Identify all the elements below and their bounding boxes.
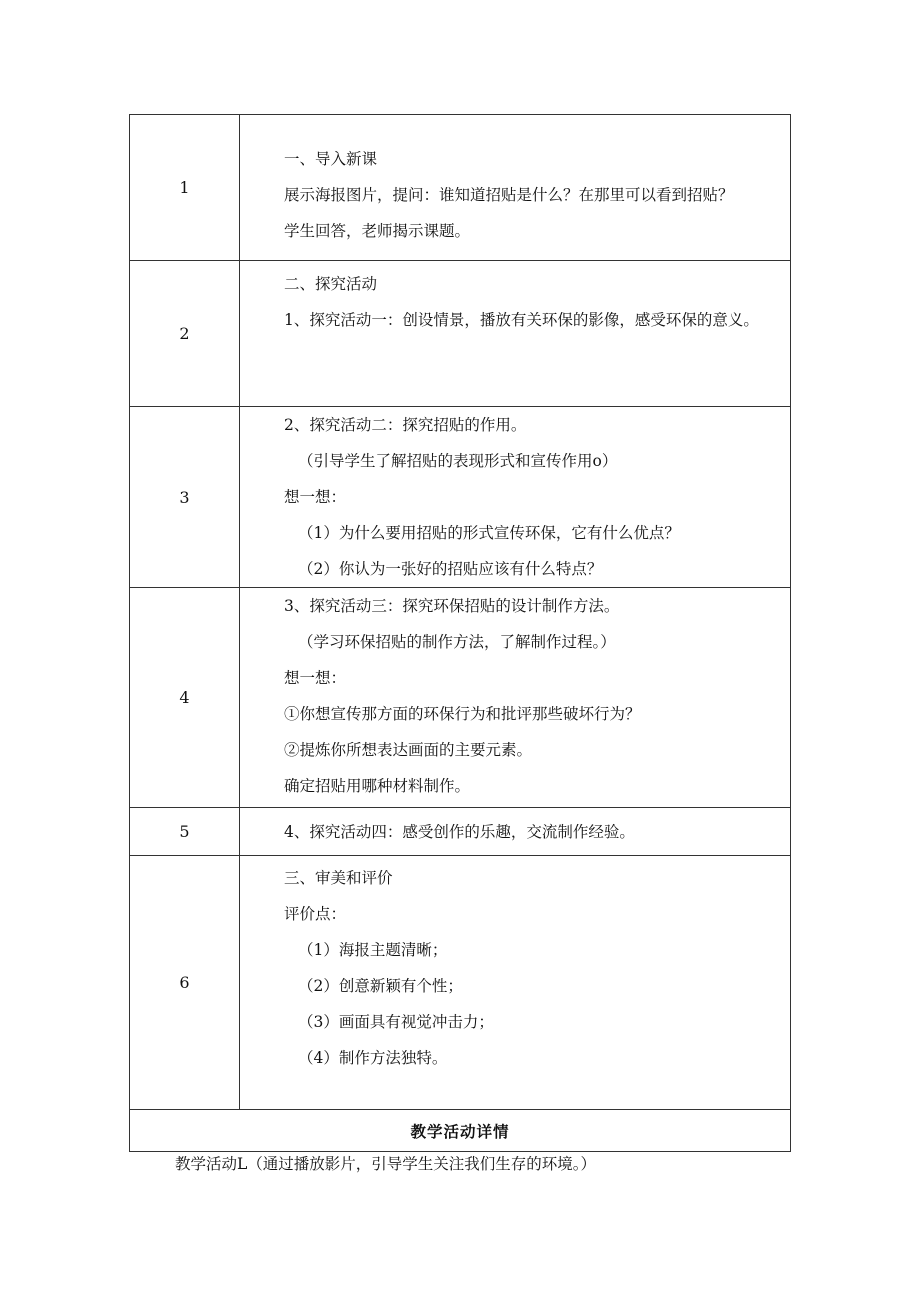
- text-line: （2）你认为一张好的招贴应该有什么特点？: [298, 560, 603, 578]
- after-table-text: 教学活动L（通过播放影片，引导学生关注我们生存的环境。）: [175, 1155, 597, 1173]
- row-content: [240, 115, 791, 261]
- row-content: [240, 856, 791, 1110]
- table-row: [130, 115, 791, 261]
- text-line: 1、探究活动一：创设情景，播放有关环保的影像，感受环保的意义。: [284, 311, 759, 329]
- table-row: [130, 588, 791, 808]
- text-line: （4）制作方法独特。: [298, 1049, 448, 1067]
- text-line: 2、探究活动二：探究招贴的作用。: [284, 416, 527, 434]
- row-number: 1: [130, 115, 240, 261]
- text-line: 确定招贴用哪种材料制作。: [284, 777, 471, 795]
- text-line: 想一想：: [284, 669, 347, 687]
- text-line: ①你想宣传那方面的环保行为和批评那些破坏行为？: [284, 705, 641, 723]
- row-number: 4: [130, 588, 240, 808]
- text-line: （1）海报主题清晰；: [298, 941, 448, 959]
- text-line: 学生回答，老师揭示课题。: [284, 222, 471, 240]
- row-content: [240, 588, 791, 808]
- text-line: ②提炼你所想表达画面的主要元素。: [284, 741, 533, 759]
- table-row: [130, 407, 791, 588]
- row-number: 3: [130, 407, 240, 588]
- section-heading: 二、探究活动: [284, 275, 378, 293]
- footer-title: 教学活动详情: [130, 1110, 791, 1152]
- row-content: [240, 407, 791, 588]
- row-number: 2: [130, 261, 240, 407]
- text-line: 3、探究活动三：探究环保招贴的设计制作方法。: [284, 597, 620, 615]
- text-line: （2）创意新颖有个性；: [298, 977, 463, 995]
- text-line: 想一想：: [284, 488, 347, 506]
- row-content: [240, 261, 791, 407]
- text-line: 4、探究活动四：感受创作的乐趣，交流制作经验。: [284, 822, 635, 841]
- table-row: [130, 856, 791, 1110]
- table-footer-row: [130, 1110, 791, 1152]
- text-line: （引导学生了解招贴的表现形式和宣传作用o）: [298, 452, 618, 470]
- text-line: （3）画面具有视觉冲击力；: [298, 1013, 494, 1031]
- text-line: 评价点：: [284, 905, 347, 923]
- text-line: 展示海报图片，提问：谁知道招贴是什么？在那里可以看到招贴？: [284, 186, 734, 204]
- row-number: 5: [130, 808, 240, 856]
- section-heading: 一、导入新课: [284, 150, 378, 168]
- lesson-table: [129, 114, 791, 1152]
- table-row: [130, 261, 791, 407]
- table-row: [130, 808, 791, 856]
- row-content: [240, 808, 791, 856]
- text-line: （学习环保招贴的制作方法，了解制作过程。）: [298, 633, 616, 651]
- section-heading: 三、审美和评价: [284, 869, 393, 887]
- text-line: （1）为什么要用招贴的形式宣传环保，它有什么优点？: [298, 524, 680, 542]
- row-number: 6: [130, 856, 240, 1110]
